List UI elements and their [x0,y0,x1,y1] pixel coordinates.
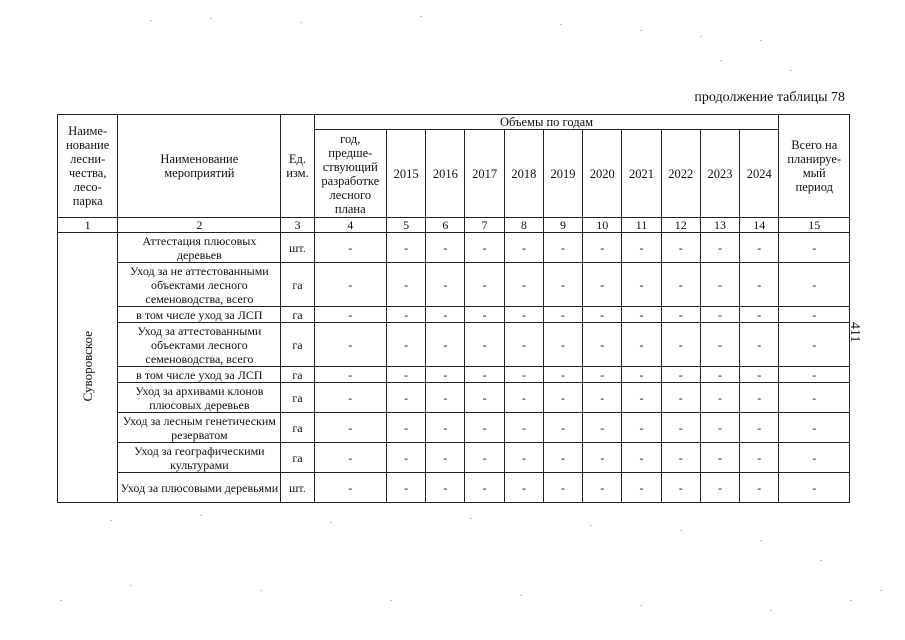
column-number: 11 [622,218,661,233]
value-cell: - [543,383,582,413]
value-cell: - [622,263,661,307]
value-cell: - [740,233,779,263]
column-number: 5 [387,218,426,233]
table-row [58,383,850,413]
value-cell: - [583,383,622,413]
unit-cell: га [281,323,314,367]
speck [110,520,112,521]
value-cell: - [314,443,386,473]
speck [300,22,302,23]
header-year: 2018 [504,130,543,218]
table-caption: продолжение таблицы 78 [694,90,845,105]
speck [760,40,762,41]
value-cell: - [465,263,504,307]
column-number: 6 [426,218,465,233]
value-cell: - [543,473,582,503]
header-year: 2021 [622,130,661,218]
value-cell: - [661,383,700,413]
value-cell: - [543,413,582,443]
value-cell: - [622,233,661,263]
header-total: Всего на планируе- мый период [779,115,850,218]
speck [150,20,152,21]
value-cell: - [426,383,465,413]
value-cell: - [387,263,426,307]
value-cell: - [661,263,700,307]
value-cell: - [583,367,622,383]
speck [770,610,772,611]
unit-cell: га [281,307,314,323]
forestry-activities-table [57,114,850,503]
value-cell: - [700,323,739,367]
value-cell: - [740,383,779,413]
unit-cell: шт. [281,473,314,503]
value-cell: - [387,413,426,443]
unit-cell: га [281,367,314,383]
value-cell: - [700,263,739,307]
header-year: 2024 [740,130,779,218]
speck [520,595,522,596]
value-cell: - [583,443,622,473]
value-cell: - [387,443,426,473]
value-cell: - [661,307,700,323]
header-year: 2019 [543,130,582,218]
column-number: 15 [779,218,850,233]
value-cell: - [622,307,661,323]
unit-cell: га [281,413,314,443]
table-row [58,263,850,307]
value-cell: - [504,367,543,383]
value-cell: - [426,367,465,383]
value-cell: - [314,263,386,307]
column-number: 9 [543,218,582,233]
value-cell: - [622,367,661,383]
value-cell: - [465,383,504,413]
value-cell: - [465,443,504,473]
value-cell: - [779,307,850,323]
table-row [58,233,850,263]
value-cell: - [583,263,622,307]
header-year: 2016 [426,130,465,218]
value-cell: - [740,413,779,443]
value-cell: - [504,263,543,307]
table-row [58,443,850,473]
value-cell: - [779,367,850,383]
value-cell: - [622,383,661,413]
activity-name: Уход за лесным генетическим резерватом [118,413,281,443]
value-cell: - [740,263,779,307]
value-cell: - [387,307,426,323]
value-cell: - [426,413,465,443]
value-cell: - [465,473,504,503]
speck [760,540,762,541]
column-number: 12 [661,218,700,233]
value-cell: - [465,307,504,323]
speck [200,515,202,516]
speck [680,530,682,531]
header-year: 2023 [700,130,739,218]
activity-name: Аттестация плюсовых деревьев [118,233,281,263]
value-cell: - [661,233,700,263]
page-number: 411 [847,322,862,343]
value-cell: - [465,323,504,367]
value-cell: - [779,233,850,263]
unit-cell: га [281,443,314,473]
value-cell: - [543,367,582,383]
value-cell: - [583,413,622,443]
value-cell: - [465,233,504,263]
value-cell: - [465,367,504,383]
speck [700,36,702,37]
activity-name: Уход за архивами клонов плюсовых деревьев [118,383,281,413]
value-cell: - [543,263,582,307]
value-cell: - [779,323,850,367]
value-cell: - [543,307,582,323]
speck [330,522,332,523]
value-cell: - [700,367,739,383]
value-cell: - [504,473,543,503]
speck [880,590,882,591]
value-cell: - [504,383,543,413]
value-cell: - [740,443,779,473]
value-cell: - [740,307,779,323]
value-cell: - [387,323,426,367]
speck [820,560,822,561]
speck [210,18,212,19]
speck [130,585,132,586]
column-number: 13 [700,218,739,233]
column-number: 1 [58,218,118,233]
forestry-name: Суворовское [79,330,95,402]
value-cell: - [622,473,661,503]
value-cell: - [740,323,779,367]
header-volumes-by-year: Объемы по годам [314,115,779,130]
value-cell: - [583,323,622,367]
value-cell: - [661,443,700,473]
forestry-name-cell [58,233,118,503]
value-cell: - [314,413,386,443]
value-cell: - [622,413,661,443]
header-forestry: Наиме- нование лесни- чества, лесо- парка [58,115,118,218]
value-cell: - [426,263,465,307]
table-body [58,233,850,503]
value-cell: - [622,443,661,473]
speck [850,600,852,601]
value-cell: - [314,323,386,367]
header-year: 2020 [583,130,622,218]
table-row [58,413,850,443]
value-cell: - [543,233,582,263]
column-number: 10 [583,218,622,233]
column-number: 4 [314,218,386,233]
speck [790,70,792,71]
value-cell: - [779,413,850,443]
table-row [58,367,850,383]
value-cell: - [504,233,543,263]
value-cell: - [504,413,543,443]
value-cell: - [504,323,543,367]
column-numbers-row [58,218,850,233]
speck [260,590,262,591]
speck [640,30,642,31]
speck [720,60,722,61]
table-row [58,473,850,503]
value-cell: - [583,307,622,323]
header-year: 2022 [661,130,700,218]
value-cell: - [700,307,739,323]
value-cell: - [314,233,386,263]
value-cell: - [543,323,582,367]
value-cell: - [583,233,622,263]
value-cell: - [700,413,739,443]
value-cell: - [661,413,700,443]
speck [390,600,392,601]
activity-name: в том числе уход за ЛСП [118,367,281,383]
column-number: 14 [740,218,779,233]
value-cell: - [779,473,850,503]
speck [60,600,62,601]
value-cell: - [700,473,739,503]
value-cell: - [700,233,739,263]
header-year: 2015 [387,130,426,218]
value-cell: - [465,413,504,443]
activity-name: в том числе уход за ЛСП [118,307,281,323]
speck [560,24,562,25]
value-cell: - [779,443,850,473]
value-cell: - [426,473,465,503]
value-cell: - [387,367,426,383]
activity-name: Уход за аттестованными объектами лесного семеноводства, всего [118,323,281,367]
value-cell: - [314,473,386,503]
value-cell: - [387,473,426,503]
header-year: 2017 [465,130,504,218]
value-cell: - [314,383,386,413]
value-cell: - [779,383,850,413]
column-number: 3 [281,218,314,233]
value-cell: - [504,443,543,473]
activity-name: Уход за плюсовыми деревьями [118,473,281,503]
value-cell: - [314,307,386,323]
value-cell: - [426,307,465,323]
speck [640,605,642,606]
value-cell: - [504,307,543,323]
activity-name: Уход за не аттестованными объектами лесного семеноводства, всего [118,263,281,307]
value-cell: - [779,263,850,307]
speck [590,525,592,526]
unit-cell: га [281,383,314,413]
header-activity: Наименование мероприятий [118,115,281,218]
value-cell: - [700,443,739,473]
header-prev-year: год, предше- ствующий разработке лесного плана [314,130,386,218]
value-cell: - [661,367,700,383]
value-cell: - [661,473,700,503]
value-cell: - [426,233,465,263]
value-cell: - [543,443,582,473]
column-number: 8 [504,218,543,233]
activity-name: Уход за географическими культурами [118,443,281,473]
header-unit: Ед. изм. [281,115,314,218]
value-cell: - [661,323,700,367]
value-cell: - [387,383,426,413]
value-cell: - [740,473,779,503]
value-cell: - [622,323,661,367]
value-cell: - [740,367,779,383]
value-cell: - [583,473,622,503]
column-number: 7 [465,218,504,233]
table-row [58,307,850,323]
speck [470,518,472,519]
column-number: 2 [118,218,281,233]
value-cell: - [426,443,465,473]
speck [420,16,422,17]
value-cell: - [387,233,426,263]
value-cell: - [700,383,739,413]
unit-cell: га [281,263,314,307]
value-cell: - [426,323,465,367]
table-row [58,323,850,367]
unit-cell: шт. [281,233,314,263]
value-cell: - [314,367,386,383]
